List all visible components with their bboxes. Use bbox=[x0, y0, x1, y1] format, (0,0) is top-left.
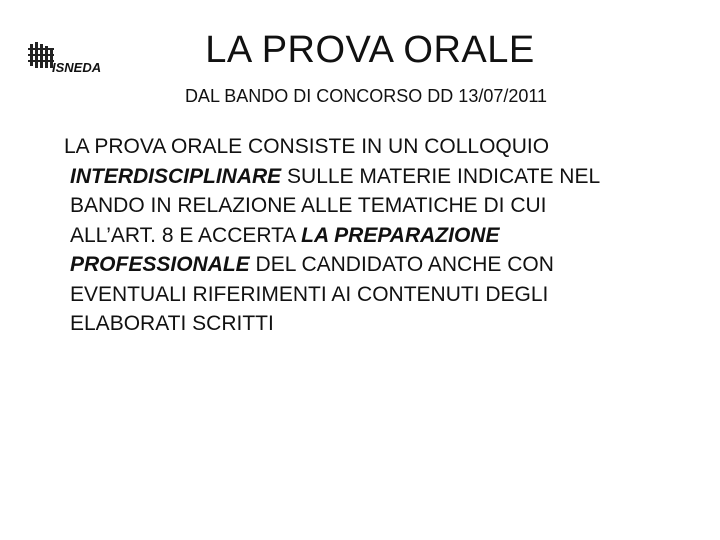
emphasis-text: LA PREPARAZIONE bbox=[301, 223, 500, 247]
svg-text:ISNEDA: ISNEDA bbox=[52, 60, 102, 75]
body-line: EVENTUALI RIFERIMENTI AI CONTENUTI DEGLI bbox=[70, 282, 549, 306]
emphasis-text: PROFESSIONALE bbox=[70, 253, 250, 276]
body-line: BANDO IN RELAZIONE ALLE TEMATICHE DI CUI bbox=[70, 194, 547, 217]
page-subtitle: DAL BANDO DI CONCORSO DD 13/07/2011 bbox=[184, 86, 548, 106]
body-line: SULLE MATERIE INDICATE NEL bbox=[281, 164, 601, 188]
page-title: LA PROVA ORALE bbox=[205, 29, 535, 71]
body-line: DEL CANDIDATO ANCHE CON bbox=[249, 253, 554, 276]
emphasis-text: INTERDISCIPLINARE bbox=[70, 164, 282, 188]
body-line: ELABORATI SCRITTI bbox=[70, 312, 274, 335]
body-paragraph bbox=[64, 132, 710, 339]
body-line: ALL’ART. 8 E ACCERTA bbox=[70, 223, 302, 247]
body-line: LA PROVA ORALE CONSISTE IN UN COLLOQUIO bbox=[64, 135, 550, 158]
